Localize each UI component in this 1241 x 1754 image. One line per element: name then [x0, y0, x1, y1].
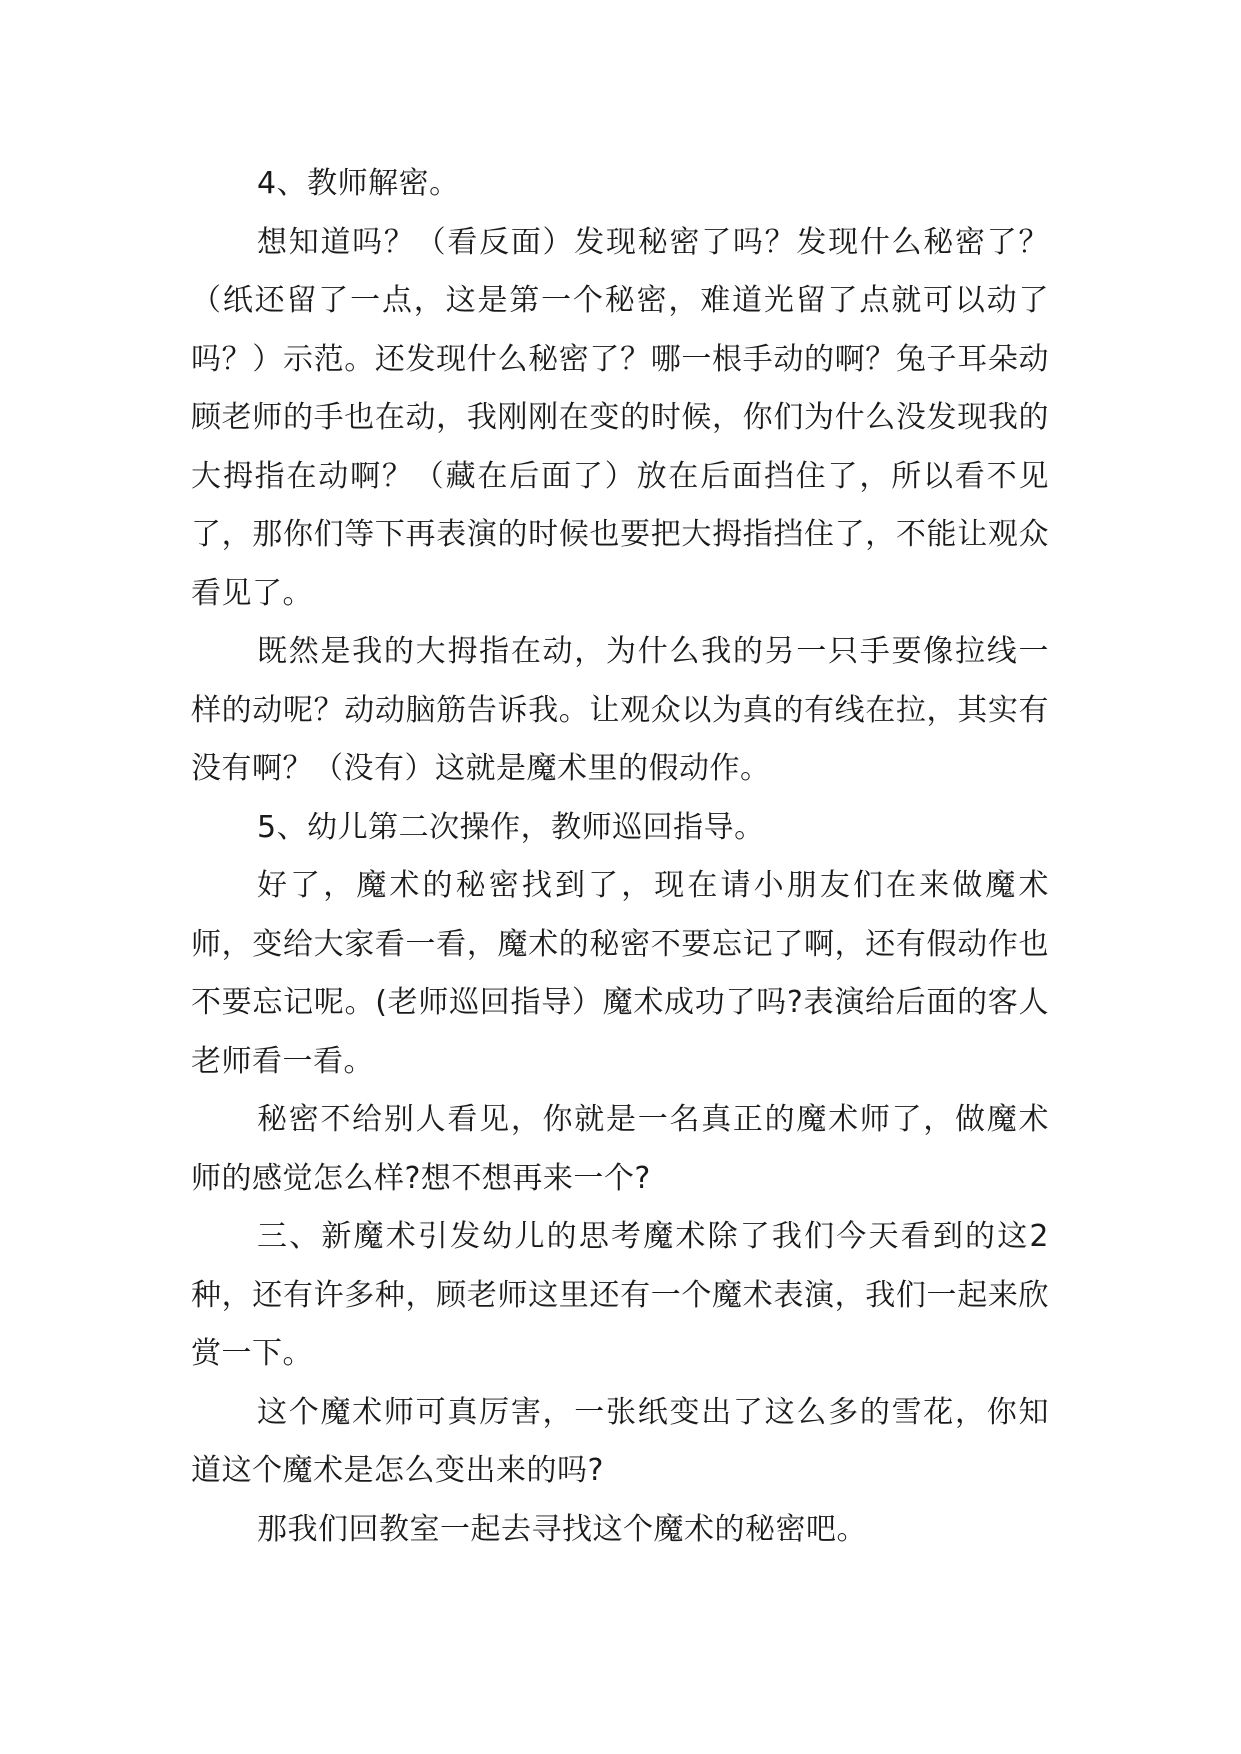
paragraph-section-3-new-magic: 三、新魔术引发幼儿的思考魔术除了我们今天看到的这2种，还有许多种，顾老师这里还有一个魔术表演，我们一起来欣赏一下。	[191, 1219, 1049, 1371]
document-body	[191, 155, 1049, 1559]
paragraph-snowflake-magic: 这个魔术师可真厉害，一张纸变出了这么多的雪花，你知道这个魔术是怎么变出来的吗?	[191, 1394, 1049, 1488]
paragraph-reveal-secret: 想知道吗？（看反面）发现秘密了吗？发现什么秘密了？（纸还留了一点，这是第一个秘密，难道光留了点就可以动了吗？）示范。还发现什么秘密了？哪一根手动的啊？兔子耳朵动顾老师的手也在动，我刚刚在变的时候，你们为什么没发现我的大拇指在动啊？（藏在后面了）放在后面挡住了，所以看不见了，那你们等下再表演的时候也要把大拇指挡住了，不能让观众看见了。	[191, 224, 1049, 611]
paragraph-fake-action: 既然是我的大拇指在动，为什么我的另一只手要像拉线一样的动呢？动动脑筋告诉我。让观众以为真的有线在拉，其实有没有啊？（没有）这就是魔术里的假动作。	[191, 634, 1049, 786]
paragraph-second-practice: 好了，魔术的秘密找到了，现在请小朋友们在来做魔术师，变给大家看一看，魔术的秘密不要忘记了啊，还有假动作也不要忘记呢。(老师巡回指导）魔术成功了吗?表演给后面的客人老师看一看。	[191, 868, 1049, 1079]
paragraph-real-magician: 秘密不给别人看见，你就是一名真正的魔术师了，做魔术师的感觉怎么样?想不想再来一个?	[191, 1102, 1049, 1196]
paragraph-step-5-heading: 5、幼儿第二次操作，教师巡回指导。	[257, 809, 765, 845]
paragraph-closing: 那我们回教室一起去寻找这个魔术的秘密吧。	[257, 1511, 867, 1547]
paragraph-step-4-heading: 4、教师解密。	[257, 166, 460, 201]
